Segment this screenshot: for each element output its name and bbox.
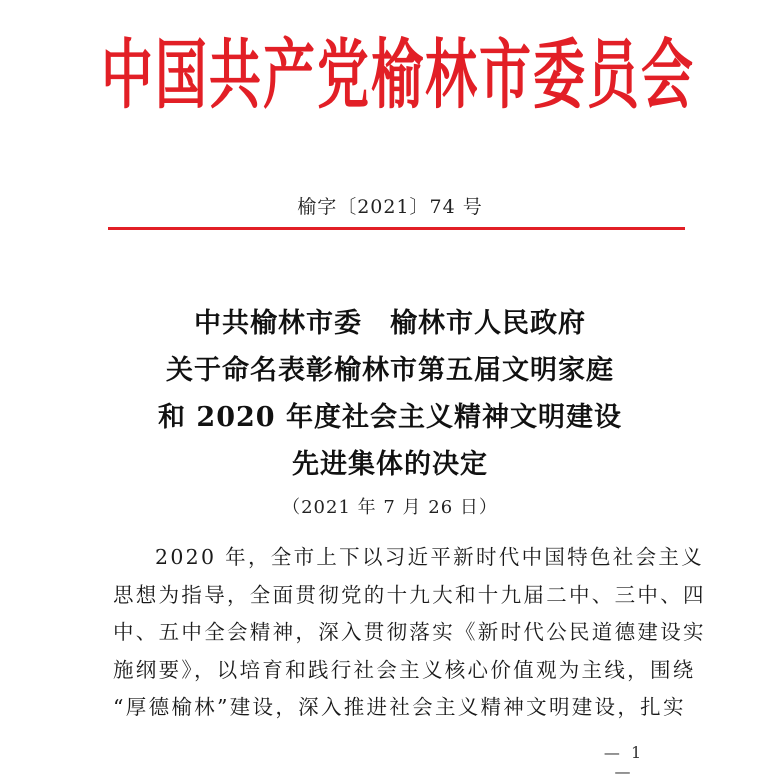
body-line: 施纲要》，以培育和践行社会主义核心价值观为主线，围绕: [113, 657, 696, 682]
body-line: “厚德榆林”建设，深入推进社会主义精神文明建设，扎实: [113, 695, 686, 719]
red-divider: [108, 227, 685, 230]
title-line: 和 2020 年度社会主义精神文明建设: [158, 402, 622, 433]
document-title: [0, 300, 780, 488]
decision-date: （2021 年 7 月 26 日）: [282, 497, 498, 518]
masthead-title: 中国共产党榆林市委员会: [101, 32, 696, 120]
body-line: 2020 年，全市上下以习近平新时代中国特色社会主义: [155, 545, 704, 569]
title-line: 关于命名表彰榆林市第五届文明家庭: [166, 355, 614, 386]
masthead: [101, 18, 696, 120]
page-number: — 1 —: [603, 743, 645, 781]
body-text: [113, 539, 706, 727]
body-line: 中、五中全会精神，深入贯彻落实《新时代公民道德建设实: [113, 620, 706, 644]
body-line: 思想为指导，全面贯彻党的十九大和十九届二中、三中、四: [113, 582, 706, 607]
title-line: 中共榆林市委 榆林市人民政府: [194, 308, 586, 339]
title-line: 先进集体的决定: [292, 449, 488, 480]
document-number: 榆字〔2021〕74 号: [297, 196, 483, 218]
